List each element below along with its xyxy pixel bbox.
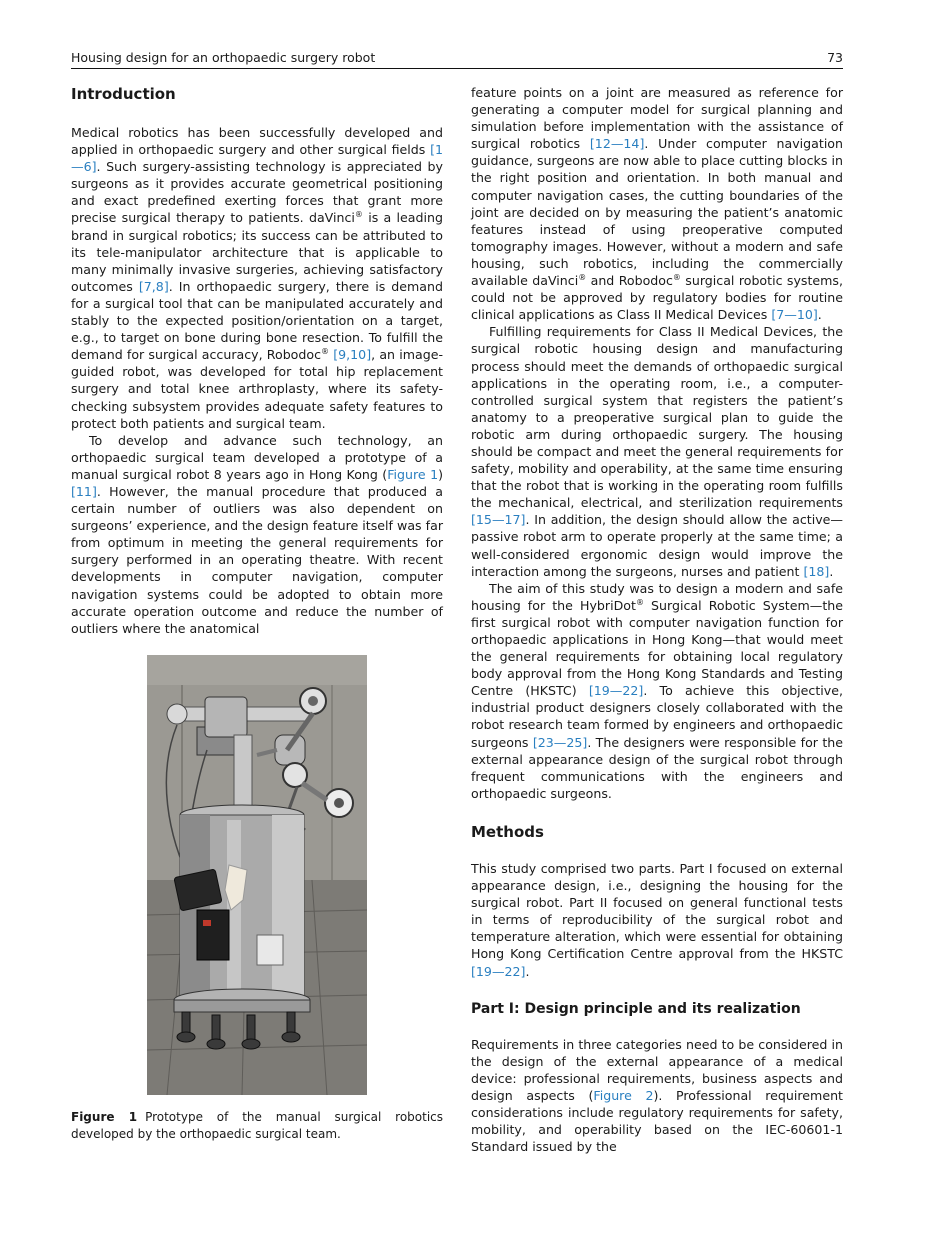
intro-paragraph-5: The aim of this study was to design a modern and safe housing for the HybriDot® Surgical Robotic System—the first surgical robot with computer navigation function for orthopaedic applications in Hong Kong—that would meet the general requirements for obtaining local regulatory body approval from the Hong Kong Standards and Testing Centre (HKSTC) [19—22]. To achieve this objective, industrial product designers closely collaborated with the robot research team formed by engineers and orthopaedic surgeons [23—25]. The designers were responsible for the external appearance design of the surgical robot through frequent communications with the engineers and orthopaedic surgeons. — [471, 580, 843, 801]
citation-link[interactable]: [19—22] — [588, 683, 644, 699]
page-number: 73 — [827, 50, 843, 65]
citation-link[interactable]: [12—14] — [589, 136, 645, 152]
figure-caption-text: Prototype of the manual surgical robotics developed by the orthopaedic surgical team. — [71, 1110, 444, 1141]
methods-heading: Methods — [471, 822, 544, 841]
introduction-heading: Introduction — [71, 85, 176, 103]
figure-1-photo — [147, 655, 367, 1095]
figure-2-link[interactable]: Figure 2 — [593, 1087, 654, 1103]
intro-paragraph-3: feature points on a joint are measured as reference for generating a computer model for surgical planning and simulation before implementation with the assistance of surgical robotics [12—14]. Under computer navigation guidance, surgeons are now able to place cutting blocks in the right position and orientation. In both manual and computer navigation cases, the cutting boundaries of the joint are decided on by measuring the patient’s anatomic features instead of using preoperative computed tomography images. However, without a modern and safe housing, such robotics, including the commercially available daVinci® and Robodoc® surgical robotic systems, could not be approved by regulatory bodies for routine clinical applications as Class II Medical Devices [7—10]. — [471, 85, 843, 323]
intro-paragraph-2: To develop and advance such technology, an orthopaedic surgical team developed a prototype of a manual surgical robot 8 years ago in Hong Kong (Figure 1) [11]. However, the manual procedure that produced a certain number of outliers was also dependent on surgeons’ experience, and the design feature itself was far from optimum in meeting the general requirements for surgery performed in an operating theatre. With recent developments in computer navigation, computer navigation systems could be adopted to obtain more accurate operation outcome and reduce the number of outliers where the anatomical — [71, 432, 444, 636]
running-header — [71, 50, 843, 69]
methods-paragraph-2: Requirements in three categories need to be considered in the design of the external appearance of a medical device: professional requirements, business aspects and design aspects (Figure 2). Professional requirement considerations include regulatory requirements for safety, mobility, and operability based on the IEC-60601-1 Standard issued by the — [471, 1036, 843, 1155]
citation-link[interactable]: [9,10] — [333, 347, 372, 363]
part-1-heading: Part I: Design principle and its realization — [471, 1000, 801, 1017]
intro-paragraph-1: Medical robotics has been successfully developed and applied in orthopaedic surgery and other surgical fields [1—6]. Such surgery-assisting technology is appreciated by surgeons as it provides accurate geometrical positioning and exact predefined exerting forces that grant more precise surgical therapy to patients. daVinci® is a leading brand in surgical robotics; its success can be attributed to its tele-manipulator architecture that is applicable to many minimally invasive surgeries, achieving satisfactory outcomes [7,8]. In orthopaedic surgery, there is demand for a surgical tool that can be manipulated accurately and stably to the expected position/orientation on a target, e.g., to target on bone during bone resection. To fulfill the demand for surgical accuracy, Robodoc® [9,10], an image-guided robot, was developed for total hip replacement surgery and total knee arthroplasty, where its safety-checking subsystem provides adequate safety features to protect both patients and surgical team. — [71, 125, 443, 431]
citation-link[interactable]: [7,8] — [138, 278, 169, 294]
robot-prototype-illustration — [147, 655, 367, 1095]
intro-paragraph-4: Fulfilling requirements for Class II Medical Devices, the surgical robotic housing design and manufacturing process should meet the demands of orthopaedic surgical applications in the operating room, i.e., a computer-controlled surgical system that registers the patient’s anatomy to a preoperative surgical plan to guide the robotic arm during orthopaedic surgery. The housing should be compact and meet the general requirements for safety, mobility and operability, at the same time ensuring that the robot that is working in the operating room fulfills the mechanical, electrical, and sterilization requirements [15—17]. In addition, the design should allow the active—passive robot arm to operate properly at the same time; a well-considered ergonomic design would improve the interaction among the surgeons, nurses and patient [18]. — [471, 324, 843, 579]
left-column — [71, 84, 443, 637]
citation-link[interactable]: [15—17] — [471, 512, 526, 528]
citation-link[interactable]: [7—10] — [771, 307, 818, 323]
figure-label: Figure 1 — [71, 1110, 138, 1124]
citation-link[interactable]: [19—22] — [471, 963, 526, 979]
running-title: Housing design for an orthopaedic surgery robot — [71, 50, 376, 65]
citation-link[interactable]: [18] — [803, 563, 830, 579]
figure-1-link[interactable]: Figure 1 — [387, 466, 439, 482]
methods-paragraph-1: This study comprised two parts. Part I focused on external appearance design, i.e., designing the housing for the surgical robot. Part II focused on general functional tests in terms of reproducibility of the surgical robot and temperature alteration, which were essential for obtaining Hong Kong Certification Centre approval from the HKSTC [19—22]. — [471, 860, 843, 979]
citation-link[interactable]: [23—25] — [532, 734, 588, 750]
citation-link[interactable]: [1—6] — [71, 142, 443, 175]
figure-1-caption — [71, 1109, 443, 1143]
right-column — [471, 84, 843, 1155]
citation-link[interactable]: [11] — [71, 483, 97, 499]
